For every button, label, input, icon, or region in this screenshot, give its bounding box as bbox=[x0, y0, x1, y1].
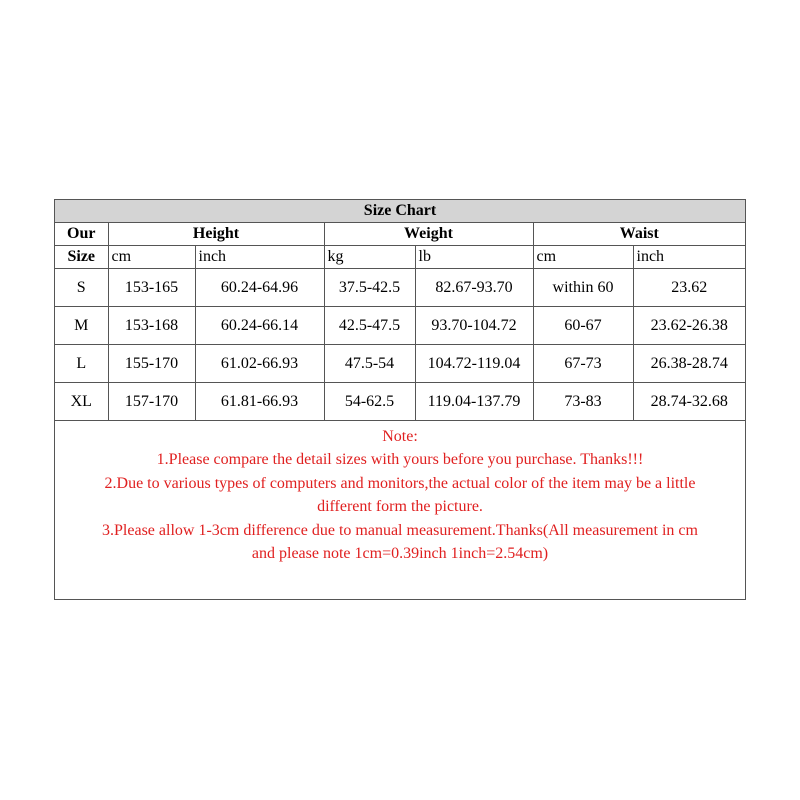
table-cell: 157-170 bbox=[108, 383, 195, 421]
note-heading: Note: bbox=[382, 428, 418, 445]
unit-header: inch bbox=[633, 246, 745, 269]
table-cell: 23.62 bbox=[633, 269, 745, 307]
table-cell: 42.5-47.5 bbox=[324, 307, 415, 345]
table-cell: 73-83 bbox=[533, 383, 633, 421]
table-cell: 67-73 bbox=[533, 345, 633, 383]
table-row bbox=[55, 269, 745, 307]
size-cell: L bbox=[55, 345, 108, 383]
table-cell: 54-62.5 bbox=[324, 383, 415, 421]
table-cell: 153-165 bbox=[108, 269, 195, 307]
table-cell: 26.38-28.74 bbox=[633, 345, 745, 383]
table-cell: 37.5-42.5 bbox=[324, 269, 415, 307]
note-line: and please note 1cm=0.39inch 1inch=2.54cm) bbox=[251, 545, 549, 563]
table-cell: 61.81-66.93 bbox=[195, 383, 324, 421]
table-cell: 93.70-104.72 bbox=[415, 307, 533, 345]
table-cell: 119.04-137.79 bbox=[415, 383, 533, 421]
table-cell: 28.74-32.68 bbox=[633, 383, 745, 421]
table-cell: 82.67-93.70 bbox=[415, 269, 533, 307]
size-cell: XL bbox=[55, 383, 108, 421]
table-cell: 155-170 bbox=[108, 345, 195, 383]
unit-header: kg bbox=[324, 246, 415, 269]
group-weight-header: Weight bbox=[324, 223, 533, 246]
unit-header-row bbox=[55, 246, 745, 269]
unit-header: cm bbox=[533, 246, 633, 269]
corner-top-label: Our bbox=[55, 223, 108, 246]
group-height-header: Height bbox=[108, 223, 324, 246]
table-cell: 104.72-119.04 bbox=[415, 345, 533, 383]
group-header-row bbox=[55, 223, 745, 246]
table-cell: 60.24-64.96 bbox=[195, 269, 324, 307]
table-title: Size Chart bbox=[55, 200, 745, 223]
note-line: different form the picture. bbox=[317, 498, 483, 516]
corner-bottom-label: Size bbox=[55, 246, 108, 269]
size-cell: S bbox=[55, 269, 108, 307]
table-row bbox=[55, 345, 745, 383]
size-chart bbox=[54, 199, 746, 600]
size-cell: M bbox=[55, 307, 108, 345]
table-cell: 60-67 bbox=[533, 307, 633, 345]
table-cell: 60.24-66.14 bbox=[195, 307, 324, 345]
unit-header: lb bbox=[415, 246, 533, 269]
table-cell: 153-168 bbox=[108, 307, 195, 345]
table-cell: 47.5-54 bbox=[324, 345, 415, 383]
table-cell: 23.62-26.38 bbox=[633, 307, 745, 345]
group-waist-header: Waist bbox=[533, 223, 745, 246]
unit-header: inch bbox=[195, 246, 324, 269]
title-row bbox=[55, 200, 745, 223]
notes-section bbox=[55, 425, 745, 565]
size-table bbox=[55, 200, 745, 421]
note-line: 2.Due to various types of computers and monitors,the actual color of the item may be a little bbox=[104, 474, 696, 492]
note-line: 3.Please allow 1-3cm difference due to manual measurement.Thanks(All measurement in cm bbox=[102, 521, 698, 539]
note-line: 1.Please compare the detail sizes with yours before you purchase. Thanks!!! bbox=[156, 451, 644, 469]
table-row bbox=[55, 383, 745, 421]
table-cell: within 60 bbox=[533, 269, 633, 307]
unit-header: cm bbox=[108, 246, 195, 269]
table-cell: 61.02-66.93 bbox=[195, 345, 324, 383]
table-row bbox=[55, 307, 745, 345]
